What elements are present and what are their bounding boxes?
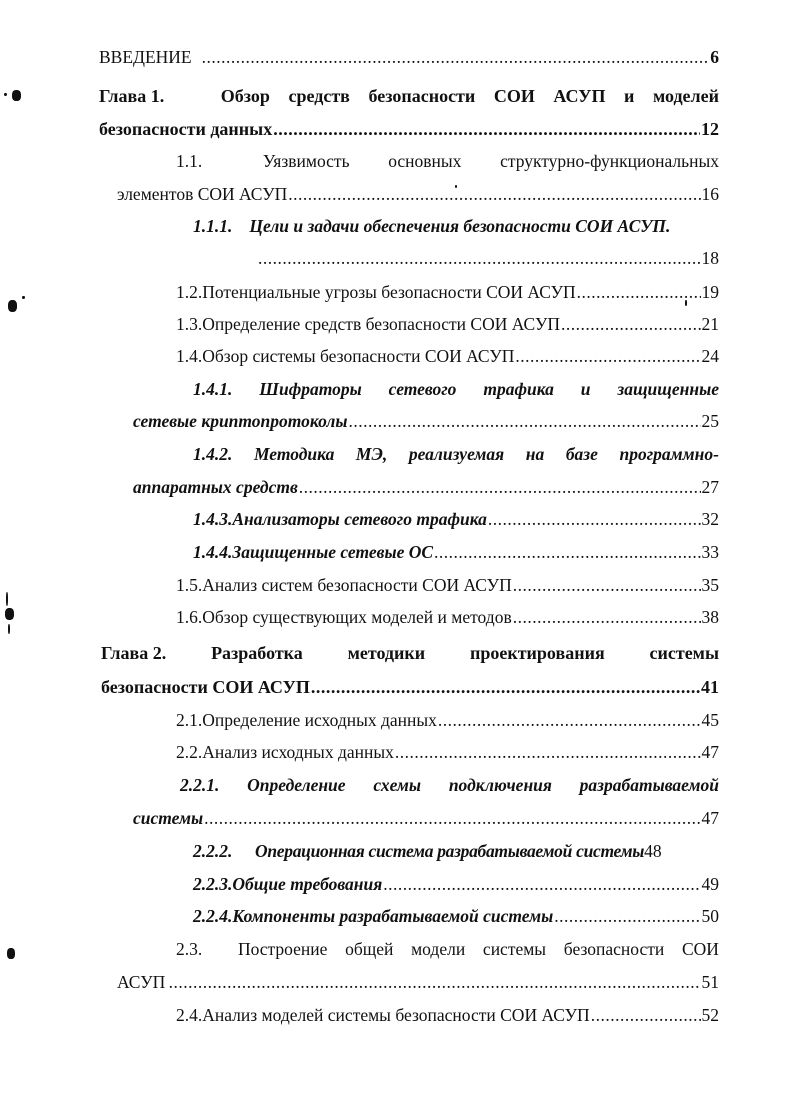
toc-entry-1-4-3[interactable] [193,508,719,530]
toc-entry-1-1-1-cont[interactable] [258,247,719,269]
section-number: 1.4. [176,346,203,366]
section-title-word: Определение [247,775,346,795]
toc-title: Операционная система разрабатываемой системы [255,841,645,861]
toc-title: Общие требования [232,874,383,894]
chapter-title-word: безопасности [368,86,476,106]
toc-title: Анализ систем безопасности СОИ АСУП [202,575,512,595]
toc-entry-2-2-3[interactable] [193,873,719,895]
toc-entry-1-4-4[interactable] [193,541,719,563]
toc-entry-1-4-1[interactable] [193,378,719,400]
toc-title: Защищенные сетевые ОС [232,542,434,562]
section-number: 1.1. [176,151,203,171]
section-number: 2.2. [176,742,203,762]
section-number: 2.2.3. [193,874,233,894]
toc-title: Обзор системы безопасности СОИ АСУП [202,346,515,366]
section-number: 1.4.1. [193,379,233,399]
toc-title: Анализаторы сетевого трафика [232,509,487,529]
leader-dots [395,741,701,763]
toc-title: аппаратных средств [133,477,298,497]
toc-title: Анализ моделей системы безопасности СОИ АСУП [202,1005,590,1025]
toc-entry-chapter-2-cont[interactable] [101,676,719,698]
toc-entry-1-1-1[interactable] [193,215,719,237]
toc-title: Потенциальные угрозы безопасности СОИ АСУП [202,282,576,302]
toc-entry-1-6[interactable] [176,606,719,628]
chapter-number: Глава 2. [101,643,167,663]
section-number: 1.4.2. [193,444,233,464]
toc-page-number: 48 [644,841,662,861]
section-number: 1.1.1. [193,216,233,236]
toc-page-number: 35 [701,575,719,595]
section-title-word: Построение [237,939,328,959]
section-title-word: защищенные [617,379,719,399]
section-title-word: безопасности [563,939,665,959]
toc-entry-1-3[interactable] [176,313,719,335]
section-title-word: сетевого [388,379,457,399]
toc-entry-1-4-2-cont[interactable] [133,476,719,498]
toc-page-number: 45 [701,710,719,730]
toc-entry-chapter-1-cont[interactable] [99,118,719,140]
scan-speck [5,608,14,620]
leader-dots [273,118,700,140]
toc-entry-chapter-2[interactable] [101,642,719,664]
toc-title: Определение исходных данных [202,710,437,730]
scan-speck [8,624,10,634]
leader-dots [204,807,700,829]
toc-title: сетевые криптопротоколы [133,411,348,431]
section-title-word: на [525,444,545,464]
toc-page-number: 51 [701,972,719,992]
section-title-word: Методика [253,444,335,464]
leader-dots [591,1004,701,1026]
section-number: 1.5. [176,575,203,595]
leader-dots [258,247,701,269]
section-title-word: базе [565,444,598,464]
leader-dots [288,183,700,205]
leader-dots [515,345,700,367]
section-title-word: Уязвимость [262,151,350,171]
section-number: 1.2. [176,282,203,302]
section-title-word: программно- [619,444,719,464]
toc-entry-1-5[interactable] [176,574,719,596]
leader-dots [438,709,701,731]
toc-entry-2-3-cont[interactable] [117,971,719,993]
toc-page-number: 12 [701,119,719,139]
section-number: 1.6. [176,607,203,627]
section-title-word: Шифраторы [259,379,362,399]
chapter-title-word: СОИ [493,86,535,106]
toc-entry-1-1[interactable] [176,150,719,172]
toc-page-number: 33 [701,542,719,562]
leader-dots [577,281,701,303]
toc-title: ВВЕДЕНИЕ [99,47,192,67]
section-number: 2.1. [176,710,203,730]
toc-entry-2-2[interactable] [176,741,719,763]
toc-page-number: 49 [701,874,719,894]
leader-dots [513,606,701,628]
scan-speck [4,93,7,96]
leader-dots [383,873,700,895]
chapter-title-word: методики [347,643,426,663]
chapter-title-word: средств [288,86,350,106]
toc-page-number: 50 [701,906,719,926]
toc-title: Определение средств безопасности СОИ АСУП [202,314,560,334]
section-title-word: и [580,379,591,399]
section-title-word: основных [388,151,462,171]
toc-page-number: 47 [701,808,719,828]
section-number: 1.4.4. [193,542,233,562]
toc-title: безопасности данных [99,119,273,139]
scan-speck [12,90,21,101]
toc-entry-chapter-1[interactable] [99,85,719,107]
leader-dots [561,313,701,335]
section-title-word: МЭ, [355,444,388,464]
section-number: 1.4.3. [193,509,233,529]
section-title-word: общей [345,939,394,959]
scan-speck [8,300,17,312]
toc-page-number: 47 [701,742,719,762]
toc-page-number: 32 [701,509,719,529]
section-number: 1.3. [176,314,203,334]
toc-page-number: 6 [710,47,719,67]
scan-speck [22,296,25,299]
toc-title: системы [133,808,204,828]
chapter-title-word: Разработка [211,643,303,663]
section-number: 2.3. [176,939,203,959]
toc-page-number: 52 [701,1005,719,1025]
leader-dots [311,676,700,698]
toc-entry-2-2-1[interactable] [180,774,719,796]
section-number: 2.2.4. [193,906,233,926]
chapter-title-word: АСУП [553,86,606,106]
section-title-word: системы [482,939,547,959]
chapter-title-word: проектирования [469,643,605,663]
toc-page-number: 19 [701,282,719,302]
scan-speck [685,300,687,306]
leader-dots [434,541,700,563]
scan-speck [6,592,8,606]
toc-entry-1-4[interactable] [176,345,719,367]
section-title-word: подключения [448,775,552,795]
section-title-word: модели [411,939,466,959]
section-title-word: СОИ [681,939,719,959]
chapter-title-word: моделей [652,86,719,106]
toc-entry-intro[interactable] [99,46,719,68]
toc-entry-2-1[interactable] [176,709,719,731]
toc-title: Компоненты разрабатываемой системы [232,906,554,926]
toc-title: Анализ исходных данных [202,742,394,762]
leader-dots [169,971,701,993]
section-number: 2.4. [176,1005,203,1025]
toc-page-number: 41 [701,677,719,697]
toc-entry-2-4[interactable] [176,1004,719,1026]
leader-dots [299,476,701,498]
section-title-word: структурно-функциональных [500,151,719,171]
chapter-number: Глава 1. [99,86,165,106]
section-number: 2.2.2. [193,841,233,861]
toc-entry-1-4-2[interactable] [193,443,719,465]
leader-dots [488,508,701,530]
toc-entry-2-2-4[interactable] [193,905,719,927]
section-title-word: реализуемая [408,444,505,464]
toc-entry-1-4-1-cont[interactable] [133,410,719,432]
toc-entry-2-2-2[interactable] [193,840,719,862]
leader-dots [349,410,701,432]
toc-title: элементов СОИ АСУП [117,184,288,204]
toc-title: безопасности СОИ АСУП [101,677,310,697]
leader-dots [554,905,700,927]
toc-page-number: 24 [701,346,719,366]
toc-page-number: 21 [701,314,719,334]
toc-entry-1-2[interactable] [176,281,719,303]
section-number: 2.2.1. [180,775,220,795]
scan-speck [7,948,15,959]
toc-title: АСУП [117,972,166,992]
toc-page-number: 27 [701,477,719,497]
chapter-title-word: системы [649,643,719,663]
section-title-word: схемы [373,775,422,795]
toc-page-number: 18 [701,248,719,268]
toc-page-number: 38 [701,607,719,627]
toc-title: Цели и задачи обеспечения безопасности СОИ АСУП. [249,216,671,236]
section-title-word: разрабатываемой [579,775,719,795]
toc-page-number: 25 [701,411,719,431]
toc-page-number: 16 [701,184,719,204]
toc-entry-1-1-cont[interactable] [117,183,719,205]
leader-dots [513,574,701,596]
toc-title: Обзор существующих моделей и методов [202,607,512,627]
chapter-title-word: Обзор [220,86,270,106]
chapter-title-word: и [624,86,635,106]
scan-speck [455,185,457,188]
toc-entry-2-3[interactable] [176,938,719,960]
toc-entry-2-2-1-cont[interactable] [133,807,719,829]
leader-dots [202,46,710,68]
section-title-word: трафика [483,379,554,399]
